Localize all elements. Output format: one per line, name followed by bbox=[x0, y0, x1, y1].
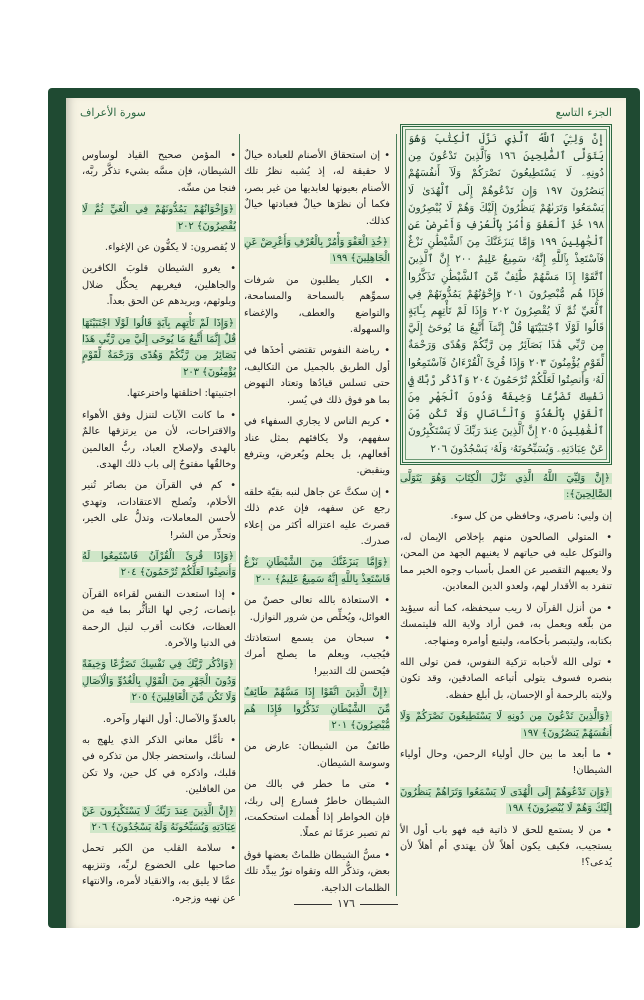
verse-quote: ﴿وَإِمَّا يَنزَغَنَّكَ مِنَ الشَّيْطَانِ نَزْغٌ فَاسْتَعِذْ بِاللَّهِ إِنَّهُ سَمِيعٌ عَلِيمٌ﴾ ٢٠٠ bbox=[244, 557, 390, 585]
commentary: • الكبار يطلبون من شرفات سموِّهم بالسماحة والمسامحة، والتواضع والعطف، والإغضاء والسهولة. bbox=[244, 274, 390, 336]
commentary: • المؤمن صحيح القياد لوساوس الشيطان، فإن مسَّه بشيء تذكَّر ربَّه، فنجا من مسِّه. bbox=[82, 150, 236, 194]
verse-quote: ﴿وَإِذَا قُرِئَ الْقُرْآنُ فَاسْتَمِعُوا لَهُ وَأَنصِتُوا لَعَلَّكُمْ تُرْحَمُونَ﴾ ٢٠٤ bbox=[82, 550, 236, 579]
commentary: • ما كانت الآيات لتنزل وفق الأهواء والاقتراحات، لأن من يرتزقها عالمٌ بالهدى ولإصلاح العباد، ربُّ العالمين وخالقُها مفتوحٌ إلى باب ذلك الهدى. bbox=[82, 409, 236, 470]
commentary: • كم في القرآن من بصائر تُنير الأحلام، وتُصلح الاعتقادات، وتهدي لأحسن المعاملات، وتدلُّ على الخير، وتحذِّر من الشر! bbox=[82, 480, 236, 541]
commentary: اجتبيتها: اختلقتها واخترعتها. bbox=[126, 388, 236, 400]
verse-quote: ﴿وَاذْكُر رَّبَّكَ فِي نَفْسِكَ تَضَرُّعًا وَخِيفَةً وَدُونَ الْجَهْرِ مِنَ الْقَوْلِ بِالْغُدُوِّ وَالْآصَالِ وَلَا تَكُن مِّنَ الْغَافِلِينَ﴾ ٢٠٥ bbox=[82, 659, 236, 704]
commentary: • الاستعاذة بالله تعالى حصنٌ من الغوائل، ويُخلِّص من شرور النوازل. bbox=[244, 595, 390, 623]
commentary: • من أنزل القرآن لا ريب سيحفظه، كما أنه سيؤيد من بلّغه ويعمل به، فمن أراد ولاية الله فليتمسك بكتابه، وليتبصر بأحكامه، وليتبع أوامره ومنهاجه. bbox=[400, 602, 612, 647]
verse-quote: ﴿إِنَّ وَلِيِّيَ اللَّهُ الَّذِي نَزَّلَ الْكِتَابَ وَهُوَ يَتَوَلَّى الصَّالِحِينَ﴾: bbox=[400, 472, 612, 501]
commentary: • كريم الناس لا يجاري السفهاء في سفههم، ولا يكافئهم بمثل عناد أفعالهم، بل يحلم ويُعرض، ويترفع وينقبض. bbox=[244, 416, 390, 477]
middle-column bbox=[244, 148, 390, 894]
commentary: بالغدوِّ والآصال: أول النهار وآخره. bbox=[102, 713, 236, 725]
commentary: • سلامة القلب من الكبر تحمل صاحبها على الخضوع لربِّه، وتنزيهه عمَّا لا يليق به، والانقياد لأمره، والانتهاء عن نهيه وزجره. bbox=[82, 843, 236, 904]
commentary: • إن استحقاق الأصنام للعبادة خيالٌ لا حقيقة له، إذ يُشبه نظرُ تلك الأصنام بعيونها لعابديها من غير بصر، فكما أن نظرَها خيالٌ فعبادتها خيالٌ كذلك. bbox=[244, 150, 390, 227]
commentary: • رياضة النفوس تقتضي أخذَها في أول الطريق بالجميل من التكاليف، حتى تسلس قيادُها وتعتاد النهوض بما هو فوق ذلك في يُسر. bbox=[244, 345, 390, 406]
commentary: طائفٌ من الشيطان: عارض من وسوسة الشيطان. bbox=[244, 741, 390, 769]
verse-quote: ﴿إِنَّ الَّذِينَ اتَّقَوْا إِذَا مَسَّهُمْ طَائِفٌ مِّنَ الشَّيْطَانِ تَذَكَّرُوا فَإِذَا هُم مُّبْصِرُونَ﴾ ٢٠١ bbox=[244, 687, 390, 731]
verse-quote: ﴿وَإِن تَدْعُوهُمْ إِلَى الْهُدَى لَا يَسْمَعُوا وَتَرَاهُمْ يَنظُرُونَ إِلَيْكَ وَهُمْ لَا يُبْصِرُونَ﴾ ١٩٨ bbox=[400, 786, 612, 815]
commentary: • ما أبعد ما بين حال أولياء الرحمن، وحال أولياء الشيطان! bbox=[400, 748, 612, 777]
surah-label: سورة الأعراف bbox=[80, 105, 146, 119]
right-column bbox=[400, 124, 612, 894]
book-page bbox=[66, 98, 626, 928]
verse-quote: ﴿خُذِ الْعَفْوَ وَأْمُرْ بِالْعُرْفِ وَأَعْرِضْ عَنِ الْجَاهِلِينَ﴾ ١٩٩ bbox=[244, 237, 390, 265]
verse-quote: ﴿وَالَّذِينَ تَدْعُونَ مِن دُونِهِ لَا يَسْتَطِيعُونَ نَصْرَكُمْ وَلَا أَنفُسَهُمْ يَنصُرُونَ﴾ ١٩٧ bbox=[400, 711, 612, 739]
juz-label: الجزء التاسع bbox=[555, 105, 612, 119]
commentary: • من لا يستمع للحق لا ذاتية فيه فهو باب أول الأ يستجيب، فكيف يكون أهلاً لأن يهتدي أم أهلاً لأن يُدعى؟! bbox=[400, 824, 612, 869]
verse-quote: ﴿وَإِذَا لَمْ تَأْتِهِم بِآيَةٍ قَالُوا لَوْلَا اجْتَبَيْتَهَا قُلْ إِنَّمَا أَتَّبِعُ مَا يُوحَى إِلَيَّ مِن رَّبِّي هَذَا بَصَائِرُ مِن رَّبِّكُمْ وَهُدًى وَرَحْمَةٌ لِّقَوْمٍ يُؤْمِنُونَ﴾ ٢٠٣ bbox=[82, 317, 236, 378]
commentary: • إن سكتَّ عن جاهل لنبه بقيّة خلقه رجع عن سفهه، فإن عدم ذلك قصرتَ عليه اعتزاله أكثر من إعلاء صدرك. bbox=[244, 486, 390, 547]
column-divider bbox=[396, 134, 397, 896]
quran-text-box bbox=[400, 124, 612, 465]
commentary: إن وليي: ناصري، وحافظي من كل سوء. bbox=[450, 510, 612, 522]
commentary: • المتولي الصالحون منهم بإخلاص الإيمان له، والتوكل عليه في حياتهم لا يغنيهم الجهد من المحن، ولا يعيبهم التقصير عن العمل بأسباب وجوه الخير مما تنفرد به الأقدار لهم، ولعدو الدين المعادين. bbox=[400, 532, 612, 593]
column-divider bbox=[239, 134, 240, 896]
commentary: • متى ما خطر في بالك من الشيطان خاطرٌ فسارع إلى ربك، فإن الخواطر إذا أُهملت استحكمت، ثم تصير عزمًا ثم عملًا. bbox=[244, 779, 390, 840]
commentary: • إذا استعدت النفس لقراءة القرآن بإنصات، رُجي لها التأثُّر بما فيه من العظات، فكانت أقرب لنيل الرحمة في الدنيا والآخرة. bbox=[82, 588, 236, 649]
commentary: • يغرو الشيطان قلوبَ الكافرين والجاهلين، فيغريهم يحكِّل ضلال ويلوثهم، ويريدهم عن الحق بعداً. bbox=[82, 263, 236, 308]
left-column bbox=[82, 148, 236, 904]
commentary: • مسُّ الشيطان ظلماتٌ بعضها فوق بعض، وتذكُّر الله وتقواه نورٌ يبدِّد تلك الظلمات الداجية. bbox=[244, 849, 390, 894]
page-number: ١٧٦ bbox=[66, 897, 626, 910]
commentary: • سبحان من يسمع استعاذتك فيُجيب، ويعلم ما يصلح أمرك فيُحسن لك التدبير! bbox=[244, 632, 390, 677]
verse-quote: ﴿إِنَّ الَّذِينَ عِندَ رَبِّكَ لَا يَسْتَكْبِرُونَ عَنْ عِبَادَتِهِ وَيُسَبِّحُونَهُ وَلَهُ يَسْجُدُونَ﴾ ٢٠٦ bbox=[82, 805, 236, 834]
page-header bbox=[80, 102, 612, 122]
commentary: لا يُقصرون: لا يكفُّون عن الإغواء. bbox=[104, 242, 236, 254]
verse-quote: ﴿وَإِخْوَانُهُمْ يَمُدُّونَهُمْ فِي الْغَيِّ ثُمَّ لَا يُقْصِرُونَ﴾ ٢٠٢ bbox=[82, 204, 236, 232]
commentary: • تولى الله لأحبابه تزكية النفوس، فمن تولى الله بنصره فسوف يتولى أتباعه الصادقين، وقد تكون ولايته بالرحمة أو الإحسان، بل أبلغ حفظه. bbox=[400, 656, 612, 701]
commentary: • تأمَّل معاني الذكر الذي يلهج به لسانك، واستحضر جلال من تذكره في قلبك، واذكره في كل حين، ولا تكن من الغافلين. bbox=[82, 735, 236, 796]
quran-verses: إِنَّ وَلِـِّۧيَ ٱللَّهُ ٱلَّذِي نَزَّلَ ٱلْكِتَٰبَ وَهُوَ يَتَوَلَّى ٱلصَّٰلِحِينَ ١٩٦ وَٱلَّذِينَ تَدْعُونَ مِن دُونِهِۦ لَا يَسْتَطِيعُونَ نَصْرَكُمْ وَلَآ أَنفُسَهُمْ يَنصُرُونَ ١٩٧ وَإِن تَدْعُوهُمْ إِلَى ٱلْهُدَىٰ لَا يَسْمَعُوا وَتَرَىٰهُمْ يَنظُرُونَ إِلَيْكَ وَهُمْ لَا يُبْصِرُونَ ١٩٨ خُذِ ٱلْعَفْوَ وَأْمُرْ بِٱلْعُرْفِ وَأَعْرِضْ عَنِ ٱلْجَٰهِلِينَ ١٩٩ وَإِمَّا يَنزَغَنَّكَ مِنَ ٱلشَّيْطَٰنِ نَزْغٌ فَٱسْتَعِذْ بِٱللَّهِ إِنَّهُۥ سَمِيعٌ عَلِيمٌ ٢٠٠ إِنَّ ٱلَّذِينَ ٱتَّقَوْا إِذَا مَسَّهُمْ طَٰٓئِفٌ مِّنَ ٱلشَّيْطَٰنِ تَذَكَّرُوا فَإِذَا هُم مُّبْصِرُونَ ٢٠١ وَإِخْوَٰنُهُمْ يَمُدُّونَهُمْ فِي ٱلْغَيِّ ثُمَّ لَا يُقْصِرُونَ ٢٠٢ وَإِذَا لَمْ تَأْتِهِم بِـَٔايَةٍ قَالُوا لَوْلَا ٱجْتَبَيْتَهَا قُلْ إِنَّمَآ أَتَّبِعُ مَا يُوحَىٰٓ إِلَيَّ مِن رَّبِّي هَٰذَا بَصَآئِرُ مِن رَّبِّكُمْ وَهُدًى وَرَحْمَةٌ لِّقَوْمٍ يُؤْمِنُونَ ٢٠٣ وَإِذَا قُرِئَ ٱلْقُرْءَانُ فَٱسْتَمِعُوا لَهُۥ وَأَنصِتُوا لَعَلَّكُمْ تُرْحَمُونَ ٢٠٤ وَٱذْكُر رَّبَّكَ فِي نَفْسِكَ تَضَرُّعًا وَخِيفَةً وَدُونَ ٱلْجَهْرِ مِنَ ٱلْقَوْلِ بِٱلْغُدُوِّ وَٱلْـَٔاصَالِ وَلَا تَكُن مِّنَ ٱلْغَٰفِلِينَ ٢٠٥ إِنَّ ٱلَّذِينَ عِندَ رَبِّكَ لَا يَسْتَكْبِرُونَ عَنْ عِبَادَتِهِۦ وَيُسَبِّحُونَهُۥ وَلَهُۥ يَسْجُدُونَ ٢٠٦ bbox=[408, 133, 605, 455]
